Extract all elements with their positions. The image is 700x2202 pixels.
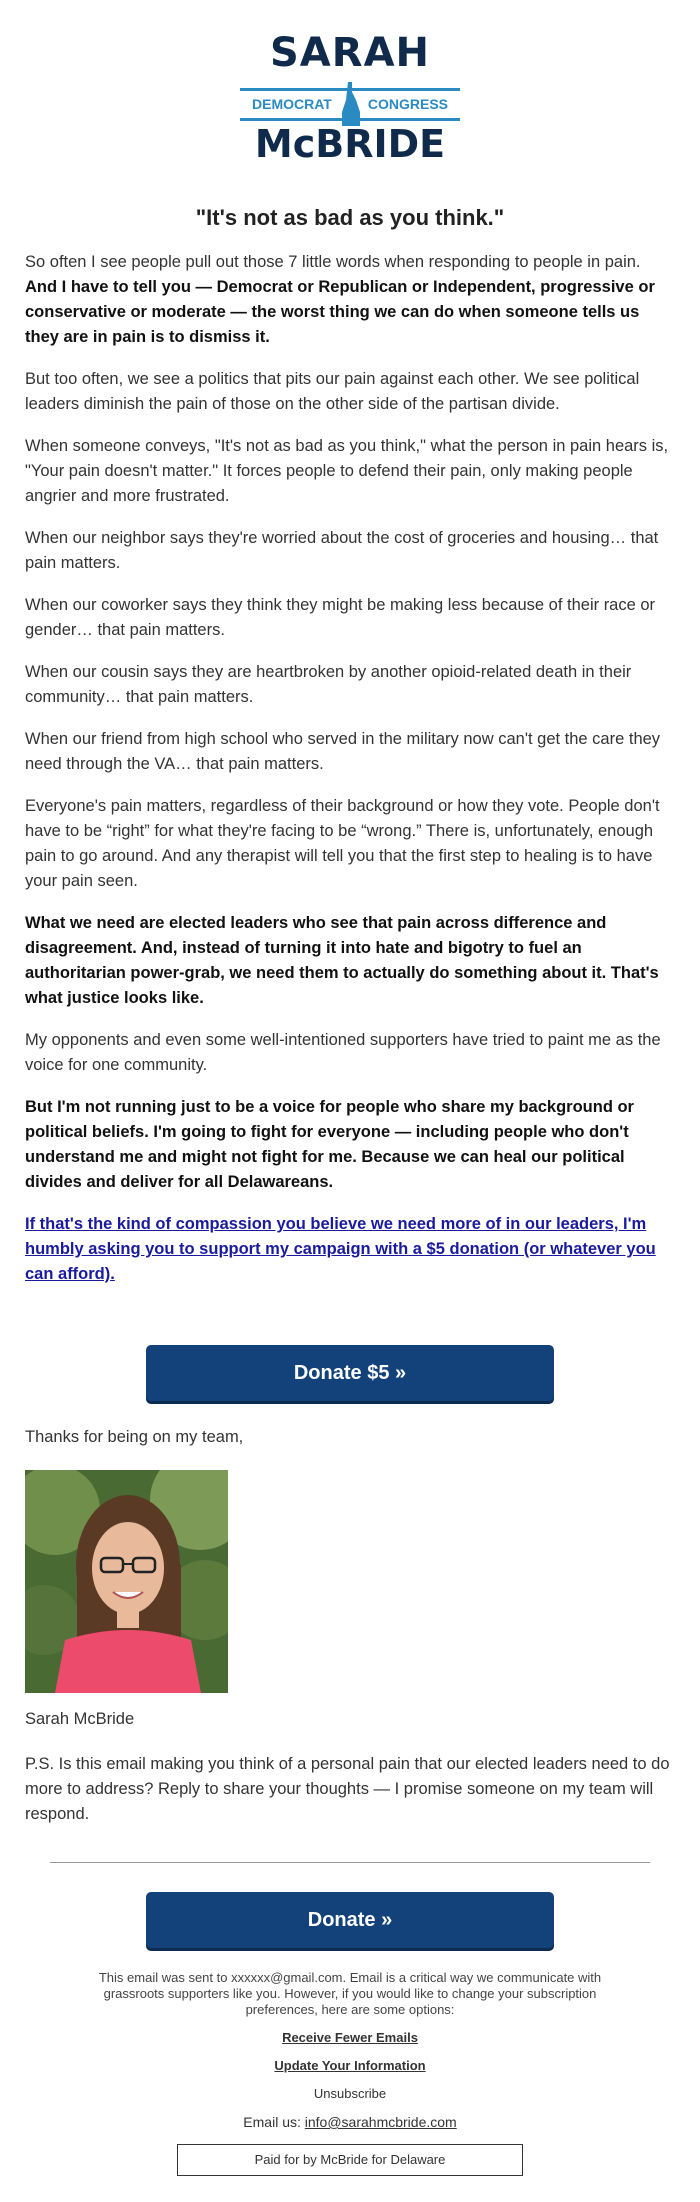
paragraph-9: What we need are elected leaders who see that pain across difference and disagreement. And, instead of turning it into hate and bigotry to fuel an authoritarian power-grab, we need them to actually do something about it. That's what justice looks like. bbox=[25, 914, 659, 1007]
paragraph-8: Everyone's pain matters, regardless of their background or how they vote. People don't have to be “right” for what they're facing to be “wrong.” There is, unfortunately, enough pain to go around. And any therapist will tell you that the first step to healing is to have your pain seen. bbox=[25, 797, 660, 890]
section-divider bbox=[50, 1862, 650, 1863]
update-information-link[interactable]: Update Your Information bbox=[274, 2058, 426, 2073]
footer-notice: This email was sent to xxxxxx@gmail.com. Email is a critical way we communicate with grassroots supporters like you. However, if you would like to change your subscription preferences, here are some options: bbox=[98, 1970, 602, 2017]
donate-button[interactable]: Donate » bbox=[146, 1892, 554, 1948]
candidate-photo bbox=[25, 1470, 228, 1693]
paragraph-10: My opponents and even some well-intentioned supporters have tried to paint me as the voice for one community. bbox=[25, 1031, 661, 1074]
campaign-logo bbox=[240, 30, 460, 170]
paragraph-7: When our friend from high school who served in the military now can't get the care they need through the VA… that pain matters. bbox=[25, 730, 661, 773]
candidate-photo-illustration bbox=[25, 1470, 228, 1693]
logo-band bbox=[240, 82, 460, 126]
email-body bbox=[25, 250, 675, 1304]
logo-name-bottom: McBRIDE bbox=[254, 122, 446, 166]
footer-email-label: Email us: bbox=[243, 2114, 305, 2130]
logo-name-top: SARAH bbox=[270, 30, 430, 76]
paragraph-1-text: So often I see people pull out those 7 little words when responding to people in pain. bbox=[25, 253, 641, 271]
donate-5-button[interactable]: Donate $5 » bbox=[146, 1345, 554, 1401]
footer bbox=[70, 1970, 630, 2130]
donation-ask-link[interactable]: If that's the kind of compassion you believe we need more of in our leaders, I'm humbly asking you to support my campaign with a $5 donation (or whatever you can afford). bbox=[25, 1215, 656, 1283]
paragraph-4: When our neighbor says they're worried about the cost of groceries and housing… that pain matters. bbox=[25, 529, 659, 572]
paragraph-3: When someone conveys, "It's not as bad as you think," what the person in pain hears is, "Your pain doesn't matter." It forces people to defend their pain, only making people angrier and more frustrated. bbox=[25, 437, 669, 505]
postscript: P.S. Is this email making you think of a personal pain that our elected leaders need to do more to address? Reply to share your thoughts — I promise someone on my team will respond. bbox=[25, 1755, 670, 1823]
receive-fewer-emails-link[interactable]: Receive Fewer Emails bbox=[282, 2030, 418, 2045]
footer-email-line bbox=[70, 2114, 630, 2130]
paid-for-disclaimer: Paid for by McBride for Delaware bbox=[177, 2144, 523, 2176]
logo-word-congress: CONGRESS bbox=[367, 96, 448, 112]
delaware-state-icon bbox=[338, 82, 362, 126]
paragraph-2: But too often, we see a politics that pits our pain against each other. We see political leaders diminish the pain of those on the other side of the partisan divide. bbox=[25, 370, 640, 413]
paragraph-6: When our cousin says they are heartbroken by another opioid-related death in their community… that pain matters. bbox=[25, 663, 632, 706]
unsubscribe-link[interactable]: Unsubscribe bbox=[313, 2086, 387, 2101]
paragraph-1-bold: And I have to tell you — Democrat or Republican or Independent, progressive or conservative or moderate — the worst thing we can do when someone tells us they are in pain is to dismiss it. bbox=[25, 278, 655, 346]
closing-thanks: Thanks for being on my team, bbox=[25, 1428, 244, 1446]
signature-name: Sarah McBride bbox=[25, 1710, 135, 1728]
paragraph-1 bbox=[25, 250, 675, 350]
paragraph-5: When our coworker says they think they might be making less because of their race or gender… that pain matters. bbox=[25, 596, 656, 639]
logo-word-democrat: DEMOCRAT bbox=[252, 96, 332, 112]
email-headline: "It's not as bad as you think." bbox=[195, 205, 505, 230]
contact-email-link[interactable]: info@sarahmcbride.com bbox=[304, 2114, 457, 2130]
paragraph-11: But I'm not running just to be a voice for people who share my background or political beliefs. I'm going to fight for everyone — including people who don't understand me and might not fight for me. Because we can heal our political divides and deliver for all Delawareans. bbox=[25, 1098, 634, 1191]
